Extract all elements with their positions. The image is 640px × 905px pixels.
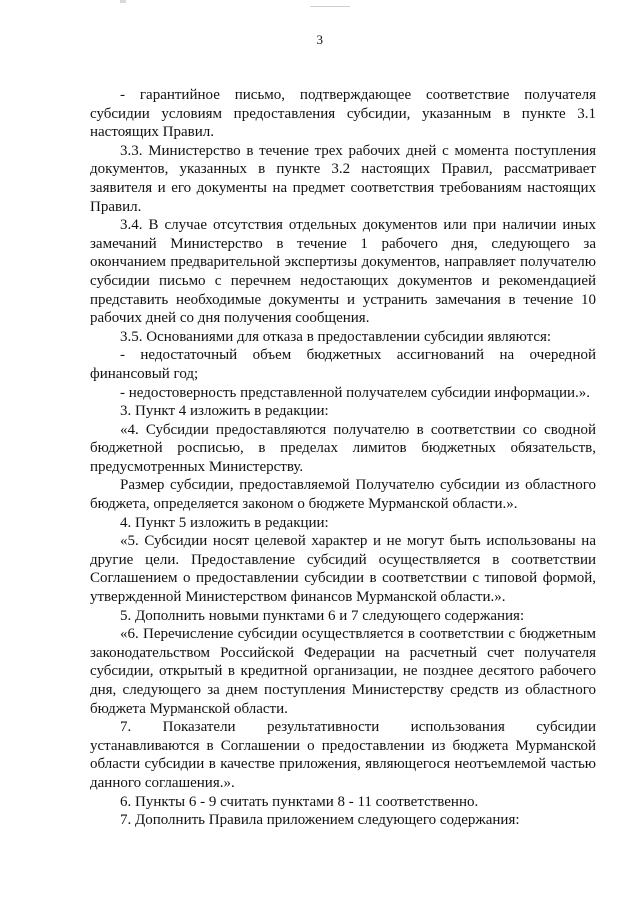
paragraph-item-3: 3. Пункт 4 изложить в редакции:: [120, 403, 329, 420]
page-number: 3: [316, 32, 324, 47]
document-body: [90, 86, 596, 830]
paragraph-item-4: 4. Пункт 5 изложить в редакции:: [120, 514, 329, 531]
paragraph-3-5: 3.5. Основаниями для отказа в предоставлении субсидии являются:: [120, 328, 552, 345]
paragraph-point-7: 7. Показатели результативности использования субсидии устанавливаются в Соглашении о предоставлении из бюджета Мурманской области субсидии в качестве приложения, являющегося неотъемлемой частью данного соглашения.».: [90, 719, 596, 791]
scan-artifact: [120, 0, 126, 3]
paragraph-subsidy-size: Размер субсидии, предоставляемой Получателю субсидии из областного бюджета, определяется законом о бюджете Мурманской области.».: [90, 477, 596, 513]
scan-artifact: [310, 6, 350, 7]
paragraph-guarantee-letter: - гарантийное письмо, подтверждающее соответствие получателя субсидии условиям предоставления субсидии, указанным в пункте 3.1 настоящих Правил.: [90, 87, 596, 141]
paragraph-item-6: 6. Пункты 6 - 9 считать пунктами 8 - 11 соответственно.: [120, 793, 479, 810]
paragraph-item-5: 5. Дополнить новыми пунктами 6 и 7 следующего содержания:: [120, 607, 525, 624]
paragraph-point-4: «4. Субсидии предоставляются получателю в соответствии со сводной бюджетной росписью, в пределах лимитов бюджетных обязательств, предусмотренных Министерству.: [90, 421, 596, 475]
paragraph-refusal-reason-2: - недостоверность представленной получателем субсидии информации.».: [120, 384, 591, 401]
paragraph-item-7: 7. Дополнить Правила приложением следующего содержания:: [120, 812, 520, 829]
paragraph-point-6: «6. Перечисление субсидии осуществляется в соответствии с бюджетным законодательством Российской Федерации на расчетный счет получателя субсидии, открытый в кредитной организации, не позднее десятого рабочего дня, следующего за днем поступления Министерству средств из областного бюджета Мурманской области.: [90, 626, 596, 717]
paragraph-point-5: «5. Субсидии носят целевой характер и не могут быть использованы на другие цели. Предоставление субсидий осуществляется в соответствии Соглашением о предоставлении субсидии в соответствии с типовой формой, утвержденной Министерством финансов Мурманской области.».: [90, 533, 596, 606]
paragraph-3-4: 3.4. В случае отсутствия отдельных документов или при наличии иных замечаний Министерство в течение 1 рабочего дня, следующего за окончанием предварительной экспертизы документов, направляет получателю субсидии письмо с перечнем недостающих документов и рекомендацией представить необходимые документы и устранить замечания в течение 10 рабочих дней со дня получения сообщения.: [90, 217, 596, 327]
paragraph-3-3: 3.3. Министерство в течение трех рабочих дней с момента поступления документов, указанных в пункте 3.2 настоящих Правил, рассматривает заявителя и его документы на предмет соответствия требованиям настоящих Правил.: [90, 142, 596, 215]
paragraph-refusal-reason-1: - недостаточный объем бюджетных ассигнований на очередной финансовый год;: [90, 347, 596, 382]
